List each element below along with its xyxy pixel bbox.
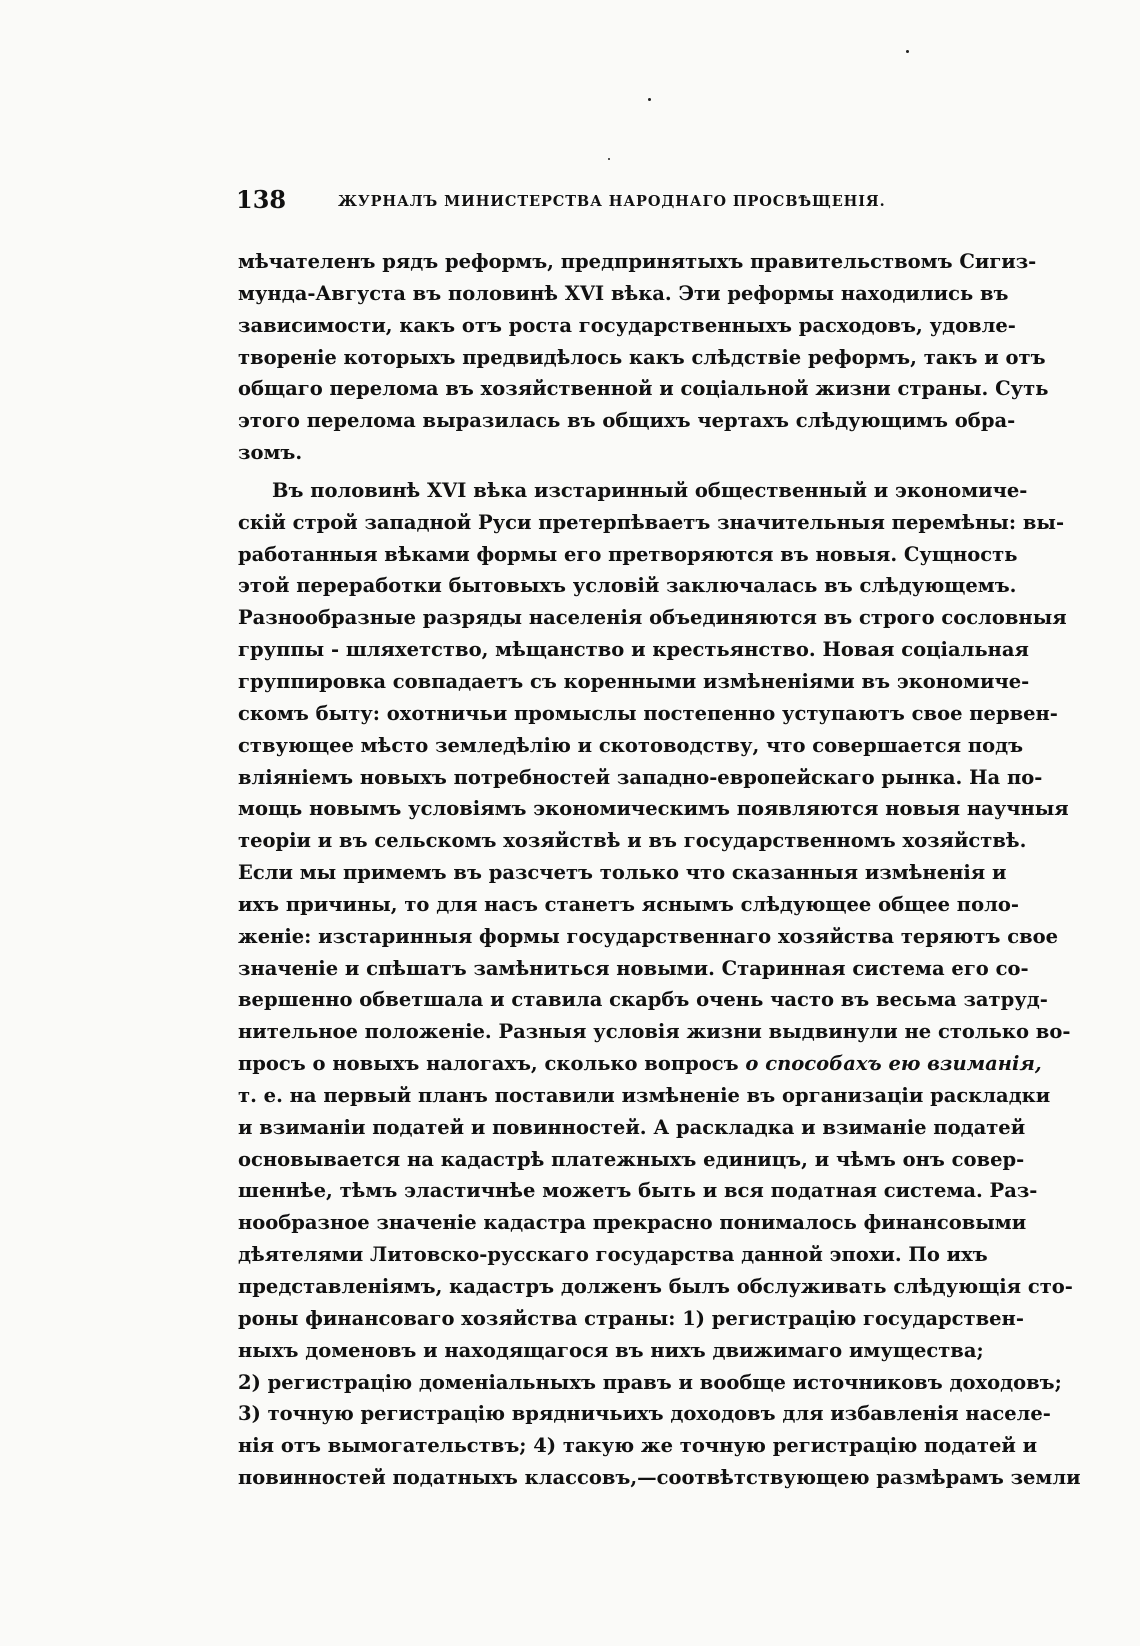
text-line: женіе: изстаринныя формы государственнаго хозяйства теряютъ свое [238, 924, 1059, 948]
text-line: этой переработки бытовыхъ условій заключалась въ слѣдующемъ. [238, 574, 1017, 598]
page-number: 138 [236, 185, 287, 214]
text-line: теоріи и въ сельскомъ хозяйствѣ и въ государственномъ хозяйствѣ. [238, 829, 1027, 853]
text-line: скій строй западной Руси претерпѣваетъ значительныя перемѣны: вы- [238, 510, 1065, 534]
text-line: т. е. на первый планъ поставили измѣненіе въ организаціи раскладки [238, 1083, 1051, 1107]
text-line: Разнообразные разряды населенія объединяются въ строго сословныя [238, 606, 1067, 630]
text-line: представленіямъ, кадастръ долженъ былъ обслуживать слѣдующія сто- [238, 1275, 1073, 1298]
text-line: зависимости, какъ отъ роста государственныхъ расходовъ, удовле- [238, 313, 1016, 337]
text-line: роны финансоваго хозяйства страны: 1) регистрацію государствен- [238, 1306, 1024, 1330]
text-line: этого перелома выразилась въ общихъ чертахъ слѣдующимъ обра- [238, 409, 1016, 433]
text-line: твореніе которыхъ предвидѣлось какъ слѣдствіе реформъ, такъ и отъ [238, 345, 1046, 369]
text-line: вліяніемъ новыхъ потребностей западно-европейскаго рынка. На по- [238, 765, 1043, 789]
text-line: нія отъ вымогательствъ; 4) такую же точную регистрацію податей и [238, 1434, 1038, 1458]
body-text [238, 246, 1081, 1494]
ink-speck [906, 50, 909, 53]
italic-phrase: о способахъ ею взиманія, [745, 1052, 1042, 1076]
text-line: основывается на кадастрѣ платежныхъ единицъ, и чѣмъ онъ совер- [238, 1147, 1025, 1171]
text-line: Въ половинѣ XVI вѣка изстаринный общественный и экономиче- [272, 478, 1028, 502]
text-line: мунда-Августа въ половинѣ XVI вѣка. Эти реформы находились въ [238, 281, 1009, 305]
text-line: группы - шляхетство, мѣщанство и крестьянство. Новая соціальная [238, 638, 1029, 662]
running-title: ЖУРНАЛЪ МИНИСТЕРСТВА НАРОДНАГО ПРОСВѢЩЕНІЯ. [338, 193, 886, 210]
page-header [236, 186, 896, 220]
text-line: ствующее мѣсто земледѣлію и скотоводству, что совершается подъ [238, 733, 1024, 757]
text-line: повинностей податныхъ классовъ,—соотвѣтствующею размѣрамъ земли [238, 1466, 1081, 1490]
text-line: 3) точную регистрацію врядничьихъ доходовъ для избавленія населе- [238, 1402, 1051, 1426]
text-line: мощь новымъ условіямъ экономическимъ появляются новыя научныя [238, 797, 1069, 821]
text-line: зомъ. [238, 441, 303, 465]
text-line: нообразное значеніе кадастра прекрасно понималось финансовыми [238, 1211, 1027, 1235]
text-line: Если мы примемъ въ разсчетъ только что сказанныя измѣненія и [238, 861, 1007, 885]
text-line: мѣчателенъ рядъ реформъ, предпринятыхъ правительствомъ Сигиз- [238, 250, 1037, 273]
text-line: ныхъ доменовъ и находящагося въ нихъ движимаго имущества; [238, 1338, 984, 1362]
text-line: и взиманіи податей и повинностей. А раскладка и взиманіе податей [238, 1115, 1026, 1139]
ink-speck [608, 158, 610, 160]
text-line: общаго перелома въ хозяйственной и соціальной жизни страны. Суть [238, 377, 1049, 401]
text-line: скомъ быту: охотничьи промыслы постепенно уступаютъ свое первен- [238, 701, 1058, 725]
ink-speck [648, 98, 651, 101]
text-line: нительное положеніе. Разныя условія жизни выдвинули не столько во- [238, 1020, 1071, 1044]
text-line: работанныя вѣками формы его претворяются въ новыя. Сущность [238, 542, 1018, 566]
text-line: 2) регистрацію доменіальныхъ правъ и вообще источниковъ доходовъ; [238, 1370, 1062, 1394]
text-line: шеннѣе, тѣмъ эластичнѣе можетъ быть и вся податная система. Раз- [238, 1179, 1038, 1203]
text-line: дѣятелями Литовско-русскаго государства данной эпохи. По ихъ [238, 1243, 988, 1267]
text-line: ихъ причины, то для насъ станетъ яснымъ слѣдующее общее поло- [238, 892, 1019, 916]
text-line-with-italic [238, 1048, 1042, 1080]
text-segment: просъ о новыхъ налогахъ, сколько вопросъ [238, 1052, 739, 1076]
text-line: значеніе и спѣшатъ замѣниться новыми. Старинная система его со- [238, 956, 1029, 980]
text-line: вершенно обветшала и ставила скарбъ очень часто въ весьма затруд- [238, 988, 1048, 1012]
text-line: группировка совпадаетъ съ коренными измѣненіями въ экономиче- [238, 669, 1030, 693]
